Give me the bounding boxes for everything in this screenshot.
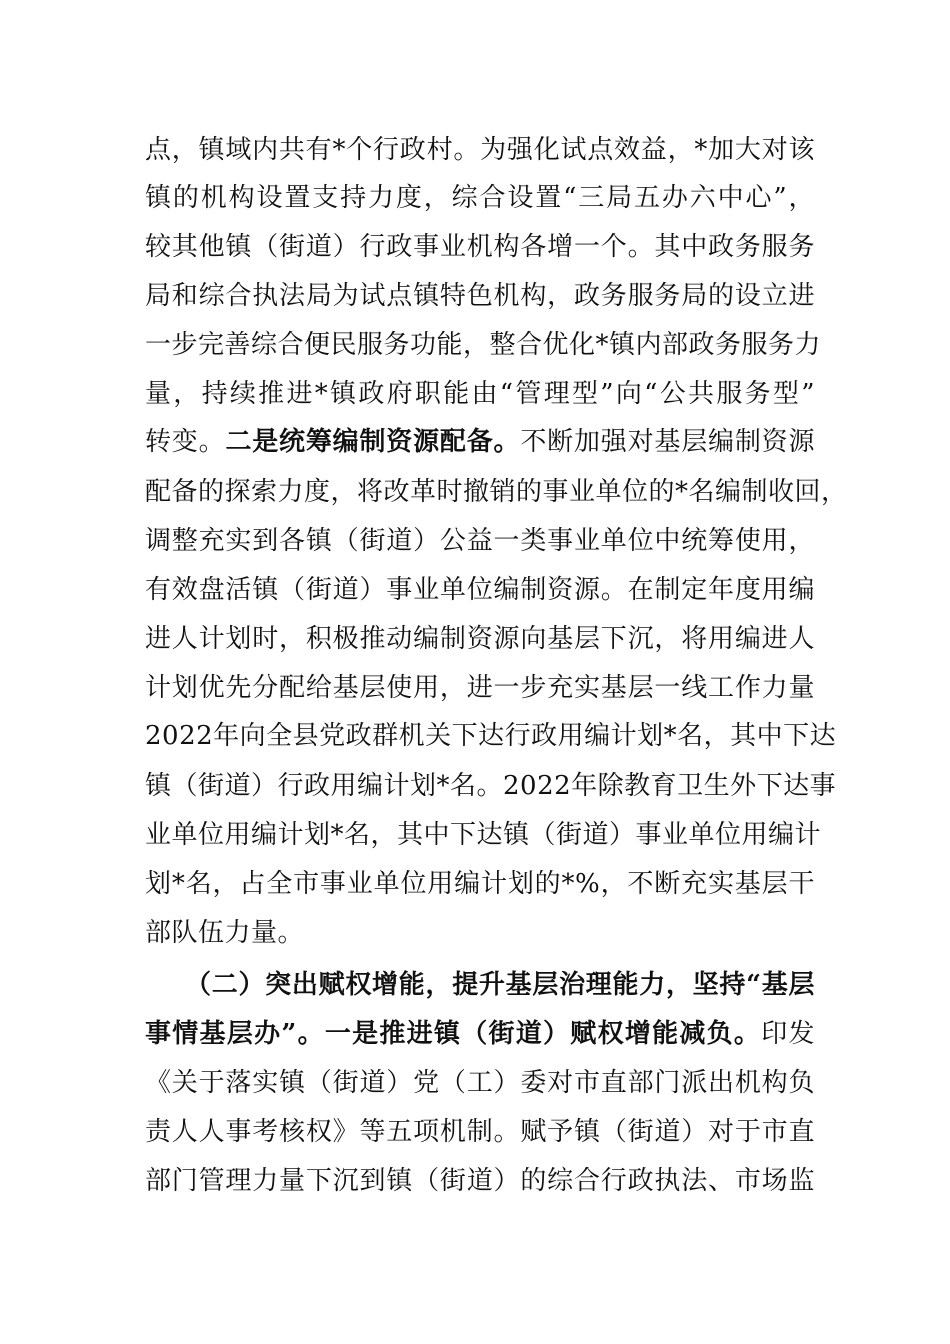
- text-segment: 量，持续推进*镇政府职能由“管理型”向“公共服务型”: [145, 379, 815, 409]
- text-segment: 2022年向全县党政群机关下达行政用编计划*名，其中下达: [145, 721, 837, 751]
- text-segment: 有效盘活镇（街道）事业单位编制资源。在制定年度用编: [145, 575, 815, 605]
- text-line: [145, 425, 815, 459]
- text-segment: 镇（街道）行政用编计划*名。2022年除教育卫生外下达事: [145, 771, 837, 801]
- text-line: [145, 133, 815, 167]
- text-line: [145, 279, 815, 313]
- text-line: [145, 818, 822, 852]
- text-segment: 较其他镇（街道）行政事业机构各增一个。其中政务服务: [145, 232, 815, 262]
- text-segment: 转变。: [145, 427, 226, 457]
- text-line: [145, 524, 815, 558]
- text-line: [145, 377, 815, 411]
- text-segment: 划*名，占全市事业单位用编计划的*%，不断充实基层干: [145, 869, 815, 899]
- text-line: [145, 230, 815, 264]
- text-line: [145, 573, 815, 607]
- text-line: [145, 181, 815, 215]
- text-line: [145, 328, 822, 362]
- text-segment: 点，镇域内共有*个行政村。为强化试点效益，*加大对该: [145, 135, 815, 165]
- text-segment: 不断加强对基层编制资源: [520, 427, 815, 457]
- text-line: [145, 475, 848, 509]
- text-segment: 部队伍力量。: [145, 918, 305, 948]
- text-segment: 进人计划时，积极推动编制资源向基层下沉，将用编进人: [145, 624, 815, 654]
- bold-text-segment: 事情基层办”。一是推进镇（街道）赋权增能减负。: [145, 1019, 762, 1049]
- text-line: [145, 719, 837, 753]
- text-line: [145, 671, 815, 705]
- text-segment: 调整充实到各镇（街道）公益一类事业单位中统筹使用，: [145, 526, 815, 556]
- text-segment: 责人人事考核权》等五项机制。赋予镇（街道）对于市直: [145, 1117, 815, 1147]
- text-line: [145, 769, 837, 803]
- text-line: [145, 867, 815, 901]
- text-segment: 业单位用编计划*名，其中下达镇（街道）事业单位用编计: [145, 820, 822, 850]
- bold-text-segment: （二）突出赋权增能，提升基层治理能力，坚持“基层: [185, 970, 815, 1000]
- text-line: [145, 622, 815, 656]
- text-segment: 部门管理力量下沉到镇（街道）的综合行政执法、市场监: [145, 1166, 815, 1196]
- text-segment: 印发: [761, 1019, 815, 1049]
- text-segment: 《关于落实镇（街道）党（工）委对市直部门派出机构负: [145, 1068, 815, 1098]
- text-segment: 一步完善综合便民服务功能，整合优化*镇内部政务服务力: [145, 330, 822, 360]
- text-line: [145, 1066, 815, 1100]
- text-segment: 计划优先分配给基层使用，进一步充实基层一线工作力量: [145, 673, 815, 703]
- text-segment: 镇的机构设置支持力度，综合设置“三局五办六中心”，: [145, 183, 815, 213]
- text-line: [185, 968, 815, 1002]
- text-segment: 配备的探索力度，将改革时撤销的事业单位的*名编制收回，: [145, 477, 848, 507]
- text-segment: 局和综合执法局为试点镇特色机构，政务服务局的设立进: [145, 281, 815, 311]
- bold-text-segment: 二是统筹编制资源配备。: [225, 427, 521, 457]
- text-line: [145, 1164, 815, 1198]
- text-line: [145, 1115, 815, 1149]
- text-line: [145, 1017, 815, 1051]
- text-line: [145, 916, 815, 950]
